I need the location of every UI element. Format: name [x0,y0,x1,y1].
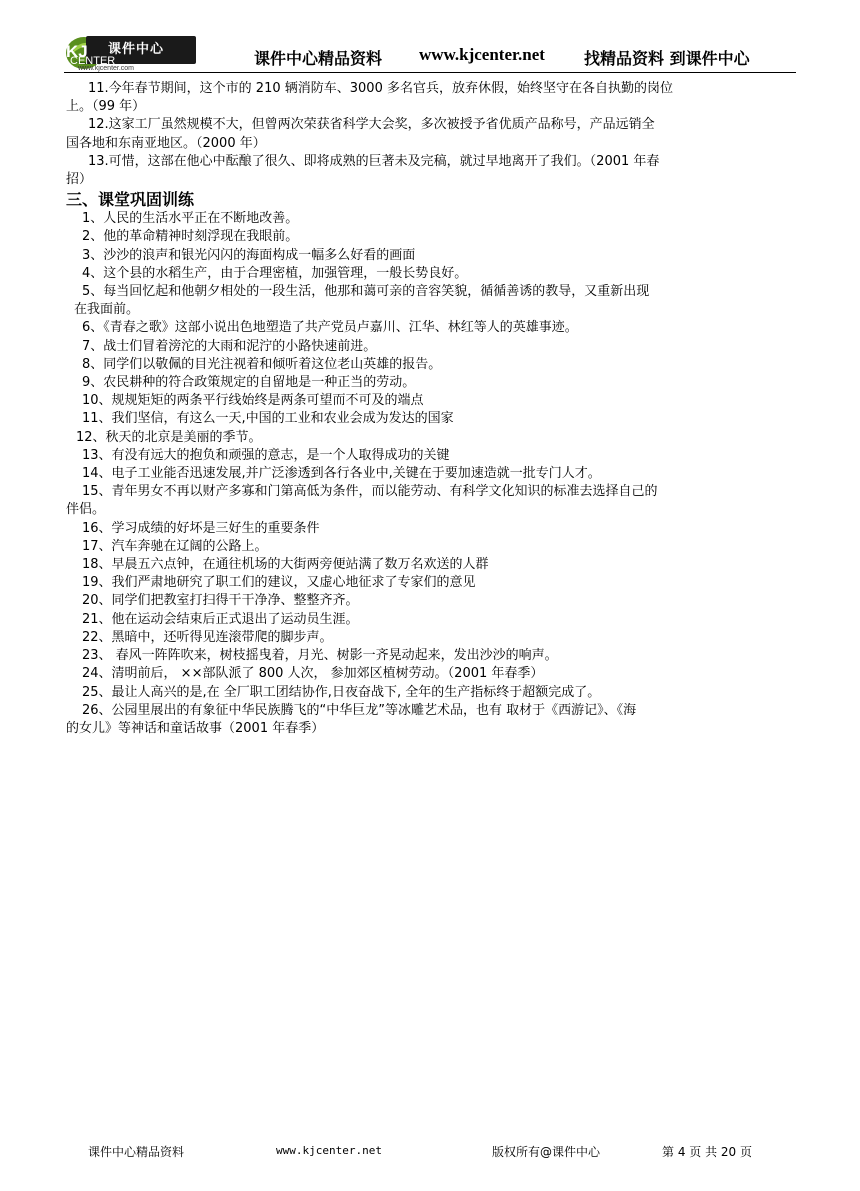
text-line: 招） [66,172,93,188]
text-line: 19、我们严肃地研究了职工们的建议，又虚心地征求了专家们的意见 [82,575,476,591]
footer-title: 课件中心精品资料 [88,1145,185,1159]
text-line: 9、农民耕种的符合政策规定的自留地是一种正当的劳动。 [82,375,416,391]
text-line: 18、早晨五六点钟，在通往机场的大街两旁便站满了数万名欢送的人群 [82,557,489,573]
text-line: 22、黑暗中，还听得见连滚带爬的脚步声。 [82,629,333,645]
text-line: 17、汽车奔驰在辽阔的公路上。 [82,538,268,554]
text-line: 14、电子工业能否迅速发展,并广泛渗透到各行各业中,关键在于要加速造就一批专门人才。 [82,466,601,482]
text-line: 26、公园里展出的有象征中华民族腾飞的“中华巨龙”等冰雕艺术品，也有 取材于《西游记》、《海 [82,702,637,718]
footer-url[interactable]: www.kjcenter.net [276,1144,382,1157]
header-divider [64,72,796,73]
text-line: 24、清明前后， ××部队派了 800 人次， 参加郊区植树劳动。（2001 年春季） [82,666,544,682]
text-line: 12、秋天的北京是美丽的季节。 [76,429,262,445]
text-line: 5、每当回忆起和他朝夕相处的一段生活，他那和蔼可亲的音容笑貌，循循善诱的教导，又重新出现 [82,284,650,300]
footer-page-number: 第 4 页 共 20 页 [662,1145,752,1159]
section-heading: 三、课堂巩固训练 [66,190,195,210]
text-line: 20、同学们把教室打扫得干干净净、整整齐齐。 [82,593,359,609]
text-line: 10、规规矩矩的两条平行线始终是两条可望而不可及的端点 [82,393,424,409]
header-slogan: 找精品资料 到课件中心 [584,49,750,68]
text-line: 3、沙沙的浪声和银光闪闪的海面构成一幅多么好看的画面 [82,247,416,263]
text-line: 伴侣。 [66,502,106,518]
header-url[interactable]: www.kjcenter.net [419,45,545,64]
text-line: 12.这家工厂虽然规模不大，但曾两次荣获省科学大会奖，多次被授予省优质产品称号，产品远销全 [88,117,655,133]
text-line: 11.今年春节期间，这个市的 210 辆消防车、3000 多名官兵，放弃休假，始终坚守在各自执勤的岗位 [88,81,673,96]
text-line: 25、最让人高兴的是,在 全厂职工团结协作,日夜奋战下, 全年的生产指标终于超额完成了。 [82,684,601,700]
text-line: 8、同学们以敬佩的目光注视着和倾听着这位老山英雄的报告。 [82,356,442,372]
text-line: 2、他的革命精神时刻浮现在我眼前。 [82,229,299,245]
text-line: 7、战士们冒着滂沱的大雨和泥泞的小路快速前进。 [82,338,377,354]
text-line: 21、他在运动会结束后正式退出了运动员生涯。 [82,611,359,627]
header-title: 课件中心精品资料 [254,49,383,68]
logo-url: www.kjcenter.com [78,65,135,72]
text-line: 国各地和东南亚地区。（2000 年） [66,135,266,151]
text-line: 4、这个县的水稻生产，由于合理密植，加强管理，一般长势良好。 [82,265,468,281]
text-line: 13.可惜，这部在他心中酝酿了很久、即将成熟的巨著未及完稿，就过早地离开了我们。（2001 年春 [88,153,660,169]
text-line: 15、青年男女不再以财产多寡和门第高低为条件，而以能劳动、有科学文化知识的标准去选择自己的 [82,484,658,500]
text-line: 上。（99 年） [66,99,146,115]
text-line: 1、人民的生活水平正在不断地改善。 [82,211,299,227]
kjcenter-logo [64,34,196,72]
logo-brand-kj: KJ [66,42,88,61]
text-line: 在我面前。 [74,302,140,318]
footer-copyright: 版权所有@课件中心 [492,1145,601,1159]
text-line: 6、《青春之歌》这部小说出色地塑造了共产党员卢嘉川、江华、林红等人的英雄事迹。 [82,320,578,336]
text-line: 16、学习成绩的好坏是三好生的重要条件 [82,520,320,536]
page-header [64,28,796,74]
logo-name: 课件中心 [108,42,165,57]
logo-brand-center: CENTER [70,55,116,67]
page-footer [0,1143,860,1159]
document-body [66,80,796,738]
text-line: 13、有没有远大的抱负和顽强的意志，是一个人取得成功的关键 [82,447,450,463]
text-line: 的女儿》等神话和童话故事（2001 年春季） [66,720,325,736]
text-line: 23、 春风一阵阵吹来，树枝摇曳着，月光、树影一齐晃动起来，发出沙沙的响声。 [82,648,558,664]
text-line: 11、我们坚信，有这么一天,中国的工业和农业会成为发达的国家 [82,411,454,427]
